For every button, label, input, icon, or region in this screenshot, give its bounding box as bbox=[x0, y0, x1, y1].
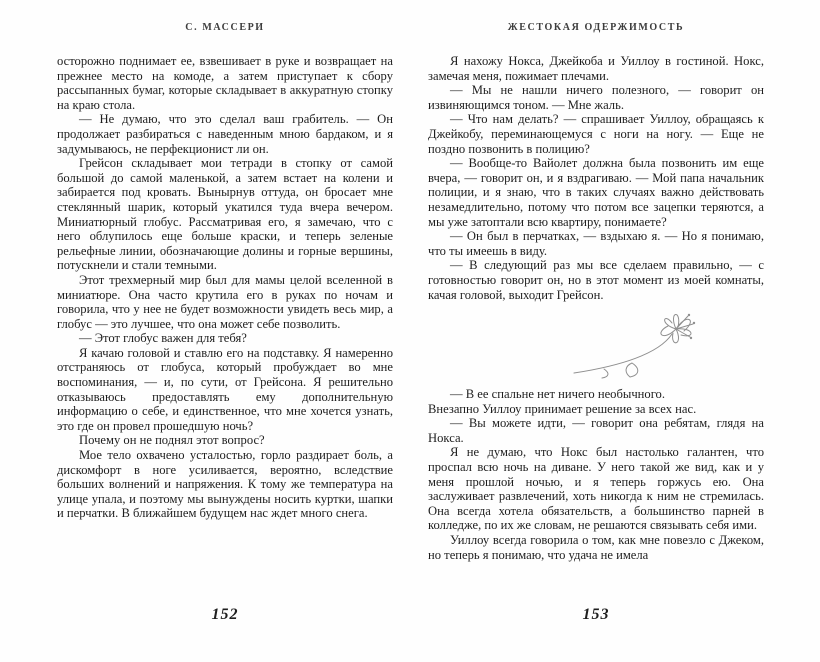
page-left bbox=[57, 22, 393, 521]
paragraph: осторожно поднимает ее, взвешивает в руке и возвращает на прежнее место на комоде, а затем приступает к сбору рассыпанных бумаг, которые складывает в аккуратную стопку на краю стола. bbox=[57, 54, 393, 112]
paragraph: Внезапно Уиллоу принимает решение за всех нас. bbox=[428, 401, 697, 416]
paragraph: Почему он не поднял этот вопрос? bbox=[79, 433, 265, 448]
paragraph: Уиллоу всегда говорила о том, как мне повезло с Джеком, но теперь я понимаю, что удача не имела bbox=[428, 533, 764, 562]
paragraph: Я не думаю, что Нокс был настолько галантен, что проспал всю ночь на диване. У него такой же вид, как и у меня прошлой ночью, и я теперь горжусь ею. Она заслуживает развлечений, хоть никогда к ним не стремилась. Она всегда хотела обязательств, а большинство парней в колледже, по их же словам, не решаются связывать себя ими. bbox=[428, 445, 764, 533]
page-left-body bbox=[57, 54, 393, 521]
flower-sketch-icon bbox=[564, 307, 714, 379]
paragraph: — Что нам делать? — спрашивает Уиллоу, обращаясь к Джейкобу, переминающемуся с ноги на ногу. — Еще не поздно позвонить в полицию? bbox=[428, 112, 764, 156]
page-number-left: 152 bbox=[211, 606, 239, 623]
paragraph: Грейсон складывает мои тетради в стопку от самой большой до самой маленькой, а затем встает на колени и забирается под кровать. Вынырнув оттуда, он бросает мне стеклянный шарик, который укатился туда вчера вечером. Миниатюрный глобус. Рассматривая его, я замечаю, что с него облупилось еще больше краски, и теперь зеленые рельефные линии, обозначающие долины и горные вершины, потускнели и стали темными. bbox=[57, 156, 393, 273]
page-number-right: 153 bbox=[582, 606, 610, 623]
paragraph: — Этот глобус важен для тебя? bbox=[79, 331, 247, 346]
paragraph: Я нахожу Нокса, Джейкоба и Уиллоу в гостиной. Нокс, замечая меня, пожимает плечами. bbox=[428, 54, 764, 83]
paragraph: — Он был в перчатках, — вздыхаю я. — Но я понимаю, что ты имеешь в виду. bbox=[428, 229, 764, 258]
page-right bbox=[428, 22, 764, 562]
page-right-body-top bbox=[428, 54, 764, 302]
running-head-author: С. МАССЕРИ bbox=[185, 22, 265, 33]
paragraph: — Вообще-то Вайолет должна была позвонить им еще вчера, — говорит он, и я вздрагиваю. — Мой папа начальник полиции, и я знаю, что в таких случаях важно действовать незамедлительно, потому что потом все зацепки теряются, а мы уже затоптали всю квартиру, понимаете? bbox=[428, 156, 764, 229]
paragraph: — В следующий раз мы все сделаем правильно, — с готовностью говорит он, но в этот момент из моей комнаты, качая головой, выходит Грейсон. bbox=[428, 258, 764, 302]
paragraph: Мое тело охвачено усталостью, горло раздирает боль, а дискомфорт в ноге усиливается, вероятно, вследствие больших волнений и напряжения. К тому же температура на улице упала, и поэтому мы вынуждены носить куртки, шапки и перчатки. В ближайшем будущем нас ждет много снега. bbox=[57, 448, 393, 521]
paragraph: — Вы можете идти, — говорит она ребятам, глядя на Нокса. bbox=[428, 416, 764, 445]
paragraph: Я качаю головой и ставлю его на подставку. Я намеренно отстраняюсь от глобуса, который пробуждает во мне воспоминания, — и, по сути, от Грейсона. Я решительно отказываюсь предоставлять ему дополнительную информацию о себе, и единственное, что мне хочется узнать, это где он провел прошедшую ночь? bbox=[57, 345, 393, 433]
page-right-body-bottom bbox=[428, 387, 764, 562]
paragraph: Этот трехмерный мир был для мамы целой вселенной в миниатюре. Она часто крутила его в руках по ночам и говорила, что у нее не будет возможности увидеть весь мир, а глобус — это лучшее, что она может себе позволить. bbox=[57, 272, 393, 331]
flower-ornament bbox=[564, 307, 714, 379]
paragraph: — Мы не нашли ничего полезного, — говорит он извиняющимся тоном. — Мне жаль. bbox=[428, 83, 764, 112]
paragraph: — В ее спальне нет ничего необычного. bbox=[450, 387, 665, 402]
paragraph: — Не думаю, что это сделал ваш грабитель. — Он продолжает разбираться с наведенным мною бардаком, и я задумываюсь, не перфекционист ли он. bbox=[57, 112, 393, 156]
running-head-title: ЖЕСТОКАЯ ОДЕРЖИМОСТЬ bbox=[507, 22, 685, 33]
